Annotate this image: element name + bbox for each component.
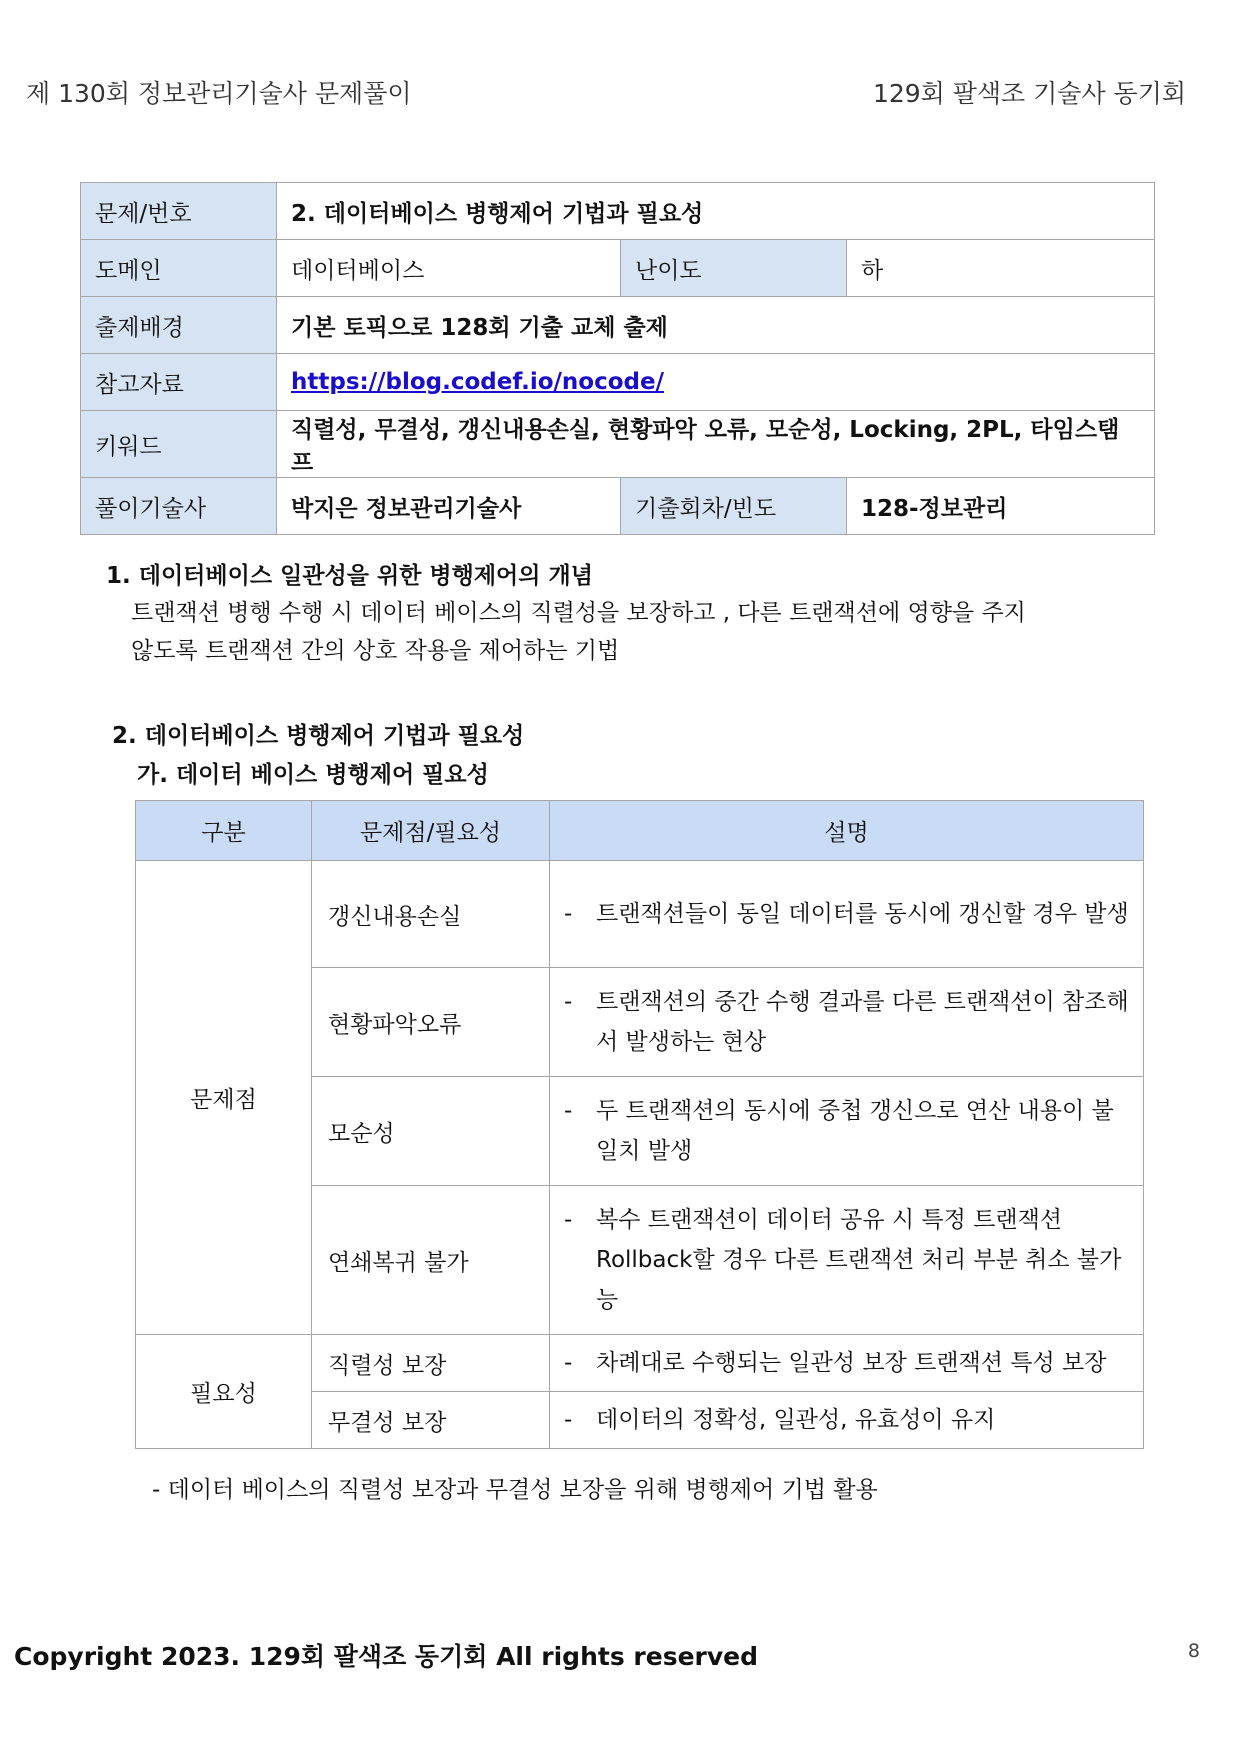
section1-line2: 않도록 트랜잭션 간의 상호 작용을 제어하는 기법: [131, 638, 620, 664]
author-value: 박지은 정보관리기술사: [277, 478, 621, 535]
table-row-item: 연쇄복귀 불가: [312, 1186, 550, 1335]
header-left-title: 제 130회 정보관리기술사 문제풀이: [26, 79, 412, 108]
round-value: 128-정보관리: [847, 478, 1155, 535]
difficulty-label: 난이도: [621, 240, 847, 297]
table-row-desc: 트랜잭션의 중간 수행 결과를 다른 트랜잭션이 참조해서 발생하는 현상: [596, 989, 1129, 1055]
dash-marker: -: [564, 989, 573, 1015]
header-right-title: 129회 팔색조 기술사 동기회: [872, 79, 1186, 108]
section2-title: 2. 데이터베이스 병행제어 기법과 필요성: [112, 723, 525, 749]
domain-label: 도메인: [81, 240, 277, 297]
domain-value: 데이터베이스: [277, 240, 621, 297]
concurrency-table: [135, 800, 1144, 1449]
group-necessity: 필요성: [136, 1335, 312, 1449]
author-label: 풀이기술사: [81, 478, 277, 535]
problem-value: 2. 데이터베이스 병행제어 기법과 필요성: [277, 183, 1155, 240]
col-header-category: 구분: [136, 801, 312, 861]
table-row-item: 무결성 보장: [312, 1392, 550, 1449]
table-row-desc: 차례대로 수행되는 일관성 보장 트랜잭션 특성 보장: [596, 1350, 1107, 1376]
table-row-item: 모순성: [312, 1077, 550, 1186]
keyword-value: 직렬성, 무결성, 갱신내용손실, 현황파악 오류, 모순성, Locking, 2PL, 타임스탬프: [277, 411, 1155, 478]
table-row-item: 현황파악오류: [312, 968, 550, 1077]
table-row-item: 갱신내용손실: [312, 861, 550, 968]
reference-link[interactable]: https://blog.codef.io/nocode/: [291, 369, 665, 395]
background-value: 기본 토픽으로 128회 기출 교체 출제: [277, 297, 1155, 354]
copyright-footer: Copyright 2023. 129회 팔색조 동기회 All rights reserved: [14, 1642, 759, 1671]
dash-marker: -: [564, 1207, 573, 1233]
section1-title: 1. 데이터베이스 일관성을 위한 병행제어의 개념: [106, 563, 593, 589]
group-problems: 문제점: [136, 861, 312, 1335]
background-label: 출제배경: [81, 297, 277, 354]
summary-note: - 데이터 베이스의 직렬성 보장과 무결성 보장을 위해 병행제어 기법 활용: [152, 1477, 878, 1503]
page-number: 8: [1187, 1640, 1200, 1662]
dash-marker: -: [564, 1407, 573, 1433]
table-row-desc: 두 트랜잭션의 동시에 중첩 갱신으로 연산 내용이 불일치 발생: [596, 1098, 1114, 1164]
table-row-desc: 트랜잭션들이 동일 데이터를 동시에 갱신할 경우 발생: [596, 901, 1129, 927]
col-header-description: 설명: [550, 801, 1144, 861]
dash-marker: -: [564, 1350, 573, 1376]
problem-label: 문제/번호: [81, 183, 277, 240]
section1-line1: 트랜잭션 병행 수행 시 데이터 베이스의 직렬성을 보장하고 , 다른 트랜잭션에 영향을 주지: [131, 600, 1026, 626]
reference-label: 참고자료: [81, 354, 277, 411]
table-row-item: 직렬성 보장: [312, 1335, 550, 1392]
table-row-desc: 복수 트랜잭션이 데이터 공유 시 특정 트랜잭션 Rollback할 경우 다른 트랜잭션 처리 부분 취소 불가능: [596, 1207, 1122, 1313]
keyword-label: 키워드: [81, 411, 277, 478]
dash-marker: -: [564, 901, 573, 927]
section2-subtitle: 가. 데이터 베이스 병행제어 필요성: [137, 762, 489, 788]
table-row-desc: 데이터의 정확성, 일관성, 유효성이 유지: [596, 1407, 996, 1433]
round-label: 기출회차/빈도: [621, 478, 847, 535]
info-table: [80, 182, 1155, 535]
col-header-item: 문제점/필요성: [312, 801, 550, 861]
difficulty-value: 하: [847, 240, 1155, 297]
dash-marker: -: [564, 1098, 573, 1124]
